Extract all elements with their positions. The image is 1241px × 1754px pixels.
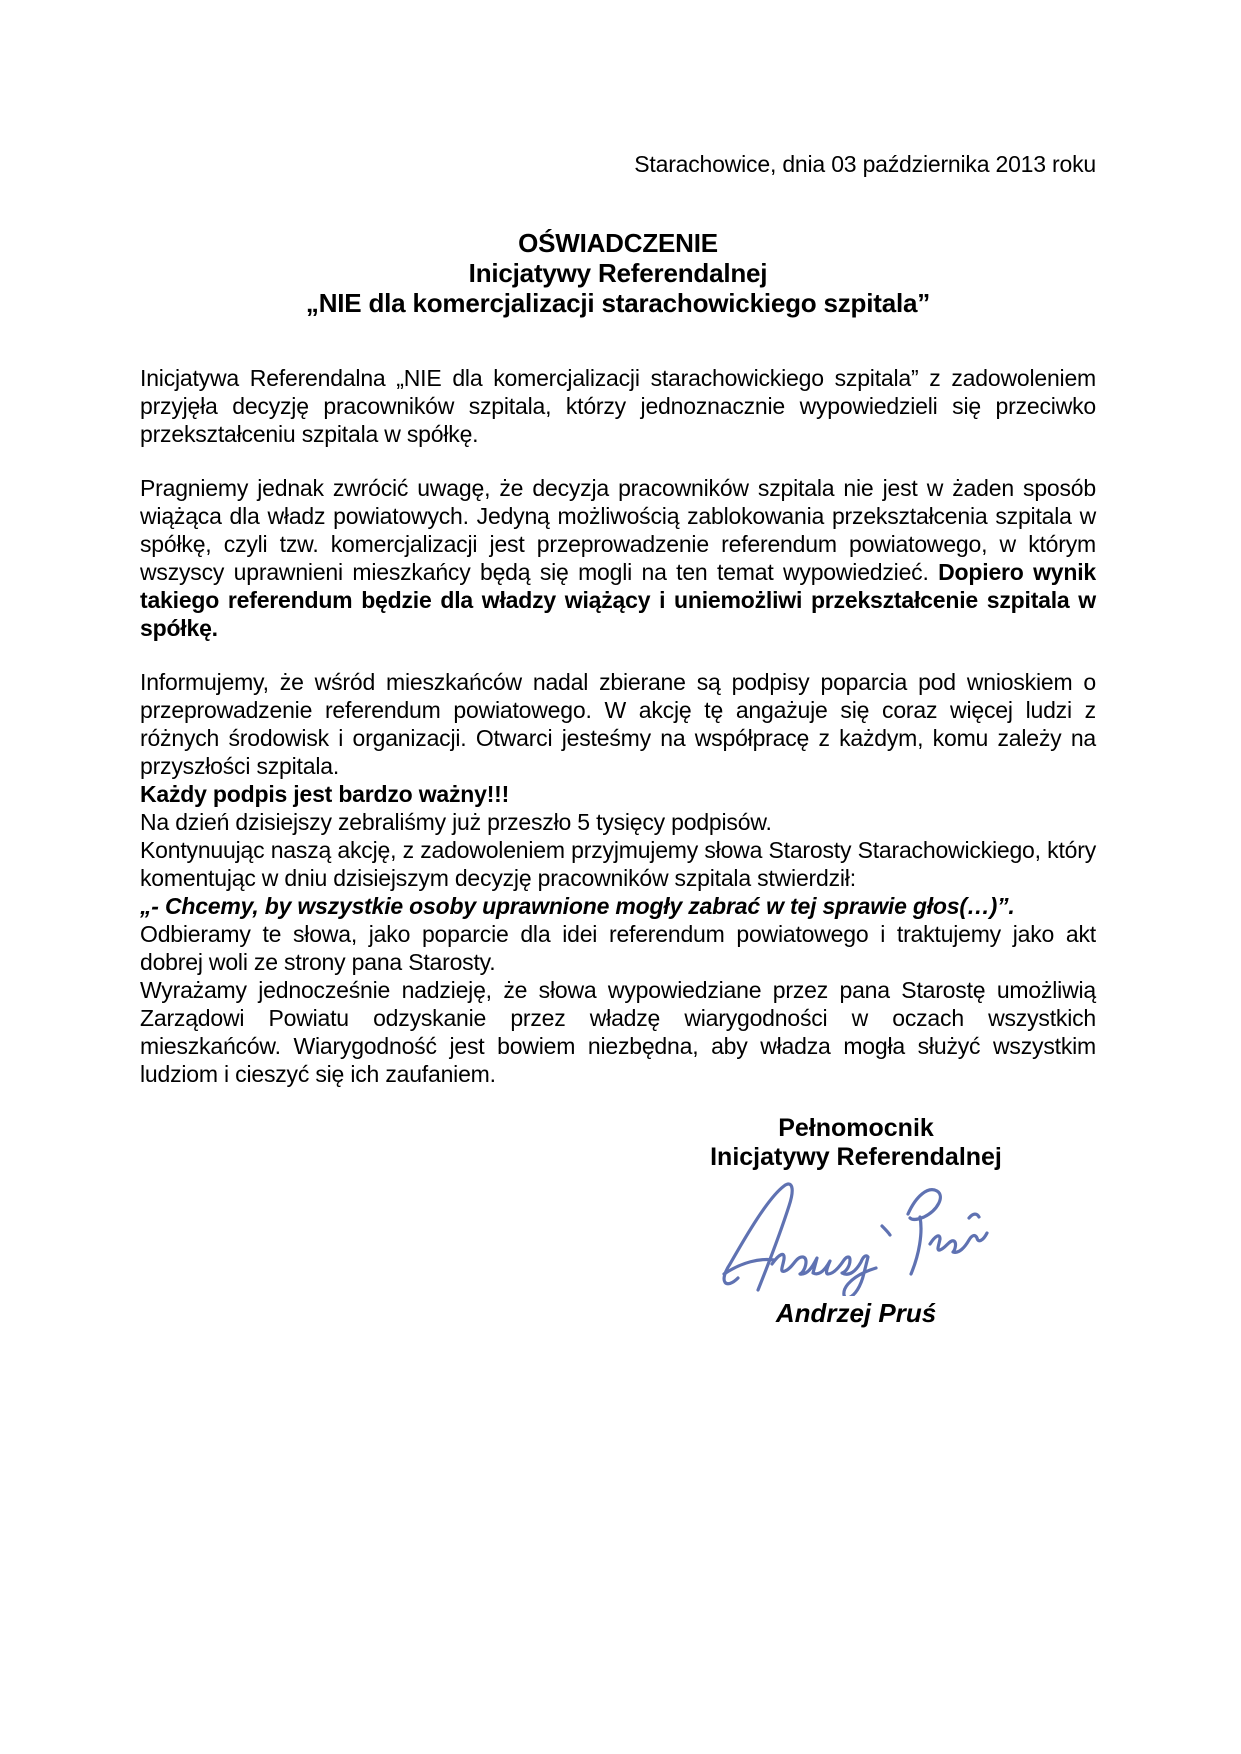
title-line-3: „NIE dla komercjalizacji starachowickiego szpitala” — [305, 288, 931, 318]
handwritten-signature-ink — [716, 1178, 996, 1296]
paragraph-signatures-group — [140, 668, 1096, 1088]
date-line: Starachowice, dnia 03 października 2013 roku — [634, 151, 1096, 177]
paragraph-odbieramy: Odbieramy te słowa, jako poparcie dla idei referendum powiatowego i traktujemy jako akt dobrej woli ze strony pana Starosty. — [140, 921, 1096, 975]
paragraph-starosta-comment: Kontynuując naszą akcję, z zadowoleniem przyjmujemy słowa Starosty Starachowickiego, który komentując w dniu dzisiejszym decyzję pracowników szpitala stwierdził: — [140, 837, 1096, 891]
paragraph-signatures-info: Informujemy, że wśród mieszkańców nadal zbierane są podpisy poparcia pod wnioskiem o przeprowadzenie referendum powiatowego. W akcję tę angażuje się coraz więcej ludzi z różnych środowisk i organizacji. Otwarci jesteśmy na współpracę z każdym, komu zależy na przyszłości szpitala. — [140, 669, 1096, 779]
title-line-1: OŚWIADCZENIE — [518, 228, 718, 258]
signature-role-line-2: Inicjatywy Referendalnej — [710, 1143, 1002, 1171]
signature-role-line-1: Pełnomocnik — [778, 1114, 934, 1142]
paragraph-every-signature-bold: Każdy podpis jest bardzo ważny!!! — [140, 781, 510, 807]
document-title — [140, 228, 1096, 318]
paragraph-referendum-text: Pragniemy jednak zwrócić uwagę, że decyzja pracowników szpitala nie jest w żaden sposób wiążąca dla władz powiatowych. Jedyną możliwością zablokowania przekształcenia szpitala w spółkę, czyli tzw. komercjalizacji jest przeprowadzenie referendum powiatowego, w którym wszyscy uprawnieni mieszkańcy będą się mogli na ten temat wypowiedzieć. — [140, 475, 1096, 585]
signature-name: Andrzej Pruś — [775, 1298, 937, 1328]
paragraph-referendum — [140, 474, 1096, 642]
paragraph-signature-count: Na dzień dzisiejszy zebraliśmy już przeszło 5 tysięcy podpisów. — [140, 809, 772, 835]
paragraph-wyrazamy: Wyrażamy jednocześnie nadzieję, że słowa wypowiedziane przez pana Starostę umożliwią Zarządowi Powiatu odzyskanie przez władzę wiarygodności w oczach wszystkich mieszkańców. Wiarygodność jest bowiem niezbędna, aby władza mogła służyć wszystkim ludziom i cieszyć się ich zaufaniem. — [140, 977, 1096, 1087]
title-line-2: Inicjatywy Referendalnej — [468, 258, 768, 288]
paragraph-intro: Inicjatywa Referendalna „NIE dla komercjalizacji starachowickiego szpitala” z zadowoleniem przyjęła decyzję pracowników szpitala, którzy jednoznacznie wypowiedzieli się przeciwko przekształceniu szpitala w spółkę. — [140, 365, 1096, 447]
signature-block — [656, 1114, 1056, 1328]
paragraph-referendum-bold-statement: Dopiero wynik takiego referendum będzie dla władzy wiążący i uniemożliwi przekształcenie szpitala w spółkę. — [140, 559, 1097, 641]
paragraph-starosta-quote: „- Chcemy, by wszystkie osoby uprawnione mogły zabrać w tej sprawie głos(…)”. — [140, 893, 1015, 919]
